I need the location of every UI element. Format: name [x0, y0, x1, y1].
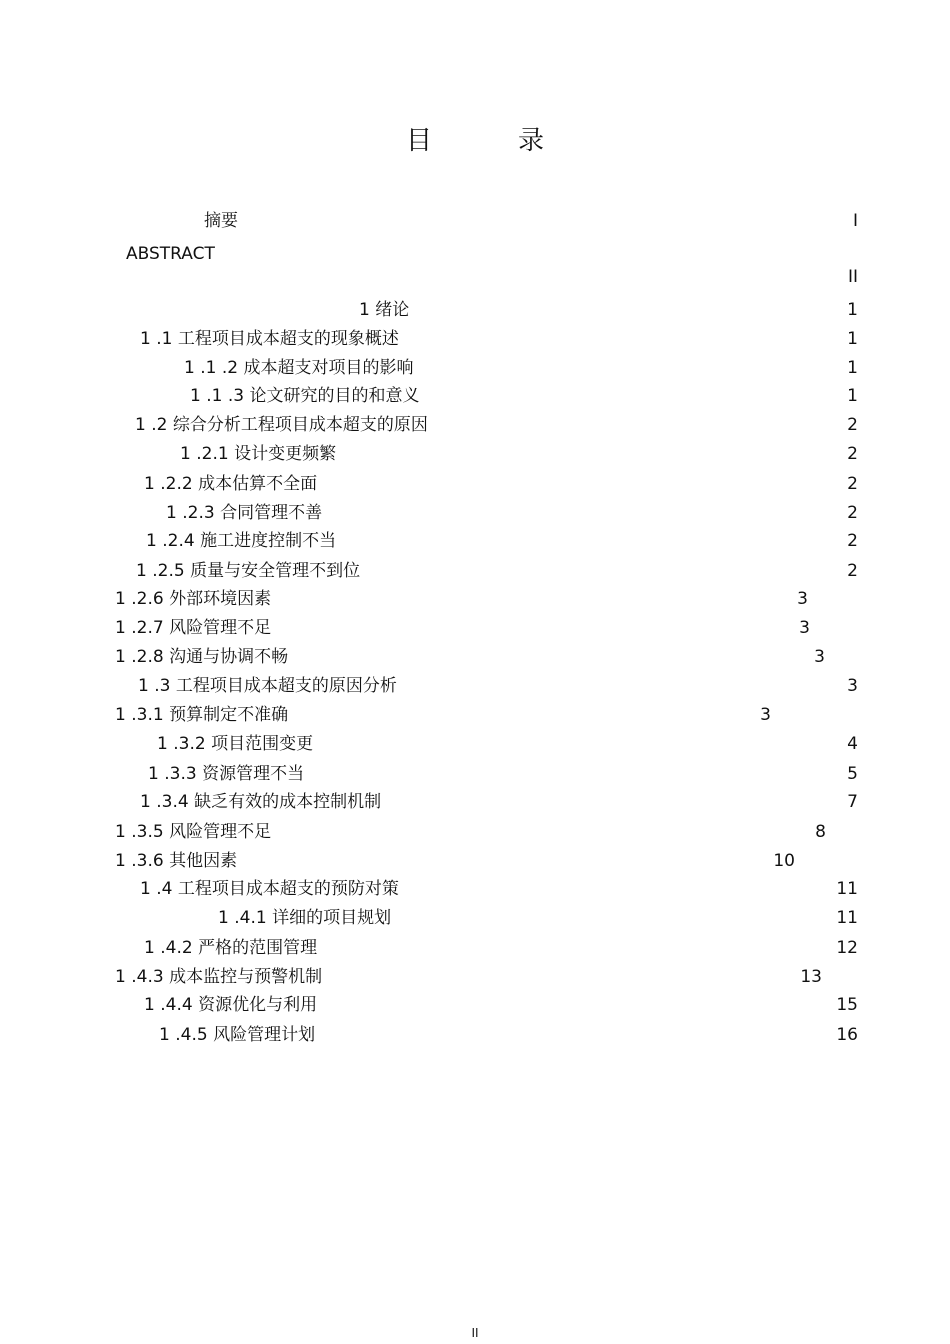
toc-entry-label: 1 .1 工程项目成本超支的现象概述: [140, 329, 399, 349]
toc-entry-page: 1: [847, 300, 858, 320]
toc-entry-label: 摘要: [204, 211, 238, 231]
toc-entry-label: 1 .3.4 缺乏有效的成本控制机制: [140, 792, 382, 812]
toc-entry-page: 3: [760, 705, 771, 725]
toc-entry-label: 1 .3.5 风险管理不足: [115, 822, 272, 842]
toc-entry-page: 11: [836, 908, 858, 928]
toc-entry-page: 1: [847, 386, 858, 406]
toc-entry-label: 1 .3.1 预算制定不准确: [115, 705, 289, 725]
toc-entry-page: 3: [797, 589, 808, 609]
toc-entry-label: 1 .2.2 成本估算不全面: [144, 474, 318, 494]
toc-entry-label: 1 .3 工程项目成本超支的原因分析: [138, 676, 397, 696]
toc-entry-label: 1 .2.5 质量与安全管理不到位: [136, 561, 361, 581]
toc-entry-page: 11: [836, 879, 858, 899]
toc-entry-page: I: [852, 211, 858, 231]
toc-entry-label: 1 .4.3 成本监控与预警机制: [115, 967, 323, 987]
toc-entry-label: 1 .2.6 外部环境因素: [115, 589, 272, 609]
toc-entry-label: 1 .2.1 设计变更频繁: [180, 444, 337, 464]
toc-entry-page: 1: [847, 329, 858, 349]
toc-entry-label: 1 .1 .3 论文研究的目的和意义: [190, 386, 420, 406]
toc-entry-page: 3: [847, 676, 858, 696]
toc-entry-page: II: [847, 267, 858, 287]
page-number-footer: II: [471, 1326, 479, 1340]
toc-entry-label: 1 .2.8 沟通与协调不畅: [115, 647, 289, 667]
toc-entry-page: 5: [847, 764, 858, 784]
toc-entry-label: ABSTRACT: [126, 244, 215, 264]
toc-entry-label: 1 .2 综合分析工程项目成本超支的原因: [135, 415, 428, 435]
toc-entry-page: 2: [847, 503, 858, 523]
toc-entry-label: 1 .4.1 详细的项目规划: [218, 908, 392, 928]
page-title: 目 录: [405, 126, 574, 156]
toc-entry-label: 1 .1 .2 成本超支对项目的影响: [184, 358, 414, 378]
toc-entry-label: 1 .3.2 项目范围变更: [157, 734, 314, 754]
toc-entry-page: 12: [836, 938, 858, 958]
toc-entry-page: 13: [800, 967, 822, 987]
toc-entry-page: 2: [847, 474, 858, 494]
toc-entry-label: 1 .3.6 其他因素: [115, 851, 238, 871]
toc-entry-page: 4: [847, 734, 858, 754]
toc-entry-page: 2: [847, 444, 858, 464]
toc-entry-label: 1 .2.4 施工进度控制不当: [146, 531, 337, 551]
toc-entry-label: 1 .4.2 严格的范围管理: [144, 938, 318, 958]
toc-entry-page: 3: [814, 647, 825, 667]
toc-entry-label: 1 .3.3 资源管理不当: [148, 764, 305, 784]
toc-entry-label: 1 .4.5 风险管理计划: [159, 1025, 316, 1045]
toc-entry-label: 1 .2.3 合同管理不善: [166, 503, 323, 523]
toc-entry-label: 1 .4 工程项目成本超支的预防对策: [140, 879, 399, 899]
toc-entry-label: 1 .4.4 资源优化与利用: [144, 995, 318, 1015]
toc-entry-page: 16: [836, 1025, 858, 1045]
toc-entry-page: 7: [847, 792, 858, 812]
toc-entry-page: 2: [847, 561, 858, 581]
toc-entry-page: 2: [847, 531, 858, 551]
toc-entry-page: 3: [799, 618, 810, 638]
toc-entry-page: 1: [847, 358, 858, 378]
toc-entry-page: 2: [847, 415, 858, 435]
toc-entry-page: 10: [773, 851, 795, 871]
toc-entry-page: 15: [836, 995, 858, 1015]
toc-entry-page: 8: [815, 822, 826, 842]
toc-entry-label: 1 .2.7 风险管理不足: [115, 618, 272, 638]
toc-entry-label: 1 绪论: [359, 300, 410, 320]
